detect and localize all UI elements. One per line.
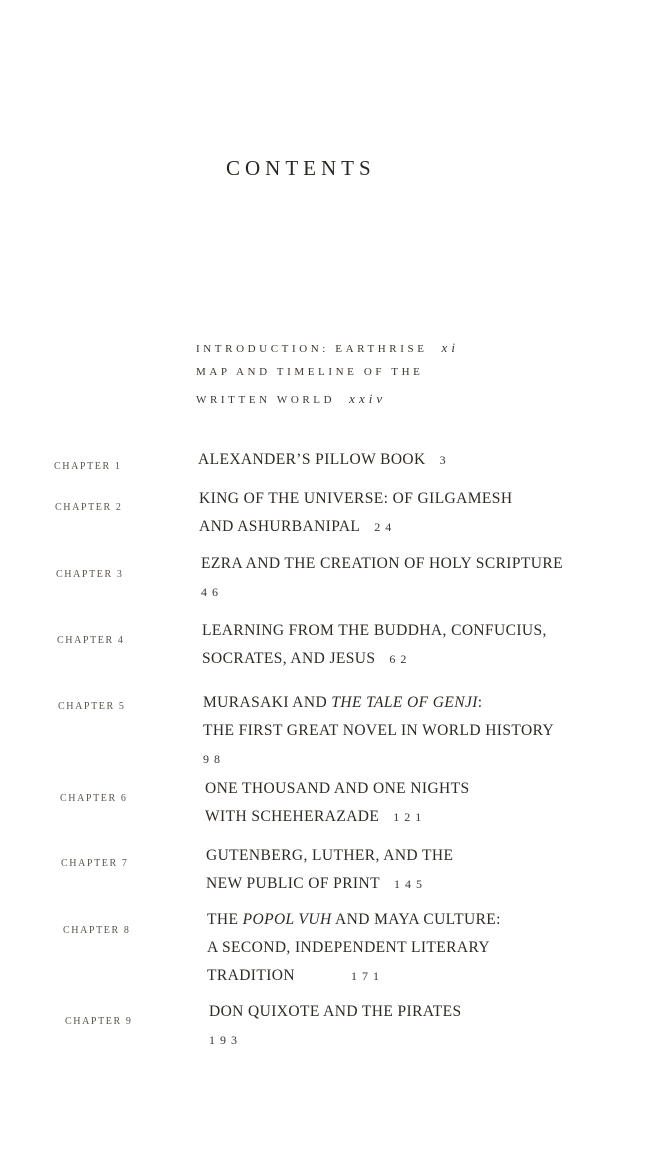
front-matter-map-timeline[interactable] [196, 366, 423, 378]
chapter-title-text: DON QUIXOTE AND THE PIRATES [209, 1003, 462, 1020]
chapter-page: 62 [389, 652, 412, 666]
chapter-page: 121 [393, 810, 427, 824]
chapter-page: 193 [209, 1033, 242, 1047]
chapter-title-1[interactable] [198, 446, 451, 474]
chapter-title-text: A SECOND, INDEPENDENT LITERARY [207, 939, 490, 956]
chapter-title-text: GUTENBERG, LUTHER, AND THE [206, 847, 454, 864]
chapter-title-text: NEW PUBLIC OF PRINT [206, 875, 380, 892]
chapter-label: CHAPTER 9 [65, 1016, 133, 1027]
chapter-title-text: AND MAYA CULTURE: [331, 911, 501, 928]
chapter-title-italic: POPOL VUH [242, 911, 332, 928]
front-matter-written-world[interactable] [196, 391, 386, 407]
chapter-title-text: ALEXANDER’S PILLOW BOOK [198, 451, 426, 468]
chapter-label: CHAPTER 2 [55, 502, 123, 513]
chapter-label: CHAPTER 1 [54, 461, 122, 472]
chapter-title-text: THE FIRST GREAT NOVEL IN WORLD HISTORY [203, 722, 555, 739]
chapter-label: CHAPTER 8 [63, 925, 131, 936]
chapter-title-text: : [477, 694, 483, 711]
chapter-title-3[interactable] [201, 550, 563, 606]
chapter-label: CHAPTER 5 [58, 701, 126, 712]
chapter-title-2[interactable] [199, 485, 512, 541]
chapter-title-9[interactable] [209, 998, 461, 1054]
chapter-title-text: ONE THOUSAND AND ONE NIGHTS [205, 780, 470, 797]
chapter-page: 171 [350, 969, 384, 983]
chapter-title-7[interactable] [206, 842, 453, 898]
chapter-page: 145 [393, 877, 427, 891]
chapter-title-text: THE [207, 911, 243, 928]
chapter-page: 46 [201, 585, 223, 599]
chapter-title-text: MURASAKI AND [203, 694, 332, 711]
chapter-title-italic: THE TALE OF GENJI [331, 694, 478, 711]
chapter-label: CHAPTER 7 [61, 858, 129, 869]
chapter-title-text: AND ASHURBANIPAL [199, 518, 361, 535]
front-matter-title: INTRODUCTION: EARTHRISE [196, 343, 428, 355]
chapter-page: 3 [439, 453, 451, 467]
chapter-title-text: SOCRATES, AND JESUS [202, 650, 376, 667]
chapter-title-text: EZRA AND THE CREATION OF HOLY SCRIPTURE [201, 555, 563, 572]
chapter-title-text: TRADITION [207, 967, 295, 984]
chapter-title-text: KING OF THE UNIVERSE: OF GILGAMESH [199, 490, 513, 507]
chapter-title-6[interactable] [205, 775, 470, 831]
chapter-title-text: WITH SCHEHERAZADE [205, 808, 380, 825]
front-matter-title: MAP AND TIMELINE OF THE [196, 366, 424, 378]
chapter-page: 24 [374, 520, 397, 534]
front-matter-page: xxiv [349, 391, 387, 406]
chapter-label: CHAPTER 6 [60, 793, 128, 804]
chapter-title-4[interactable] [202, 617, 547, 673]
front-matter-page: xi [441, 340, 459, 355]
front-matter-title: WRITTEN WORLD [196, 394, 336, 406]
chapter-title-text: LEARNING FROM THE BUDDHA, CONFUCIUS, [202, 622, 547, 639]
chapter-label: CHAPTER 4 [57, 635, 125, 646]
page-title: CONTENTS [226, 156, 376, 180]
chapter-title-5[interactable] [203, 689, 554, 773]
chapter-label: CHAPTER 3 [56, 569, 124, 580]
front-matter-introduction[interactable] [196, 340, 459, 356]
chapter-title-8[interactable] [207, 906, 501, 990]
chapter-page: 98 [203, 752, 225, 766]
